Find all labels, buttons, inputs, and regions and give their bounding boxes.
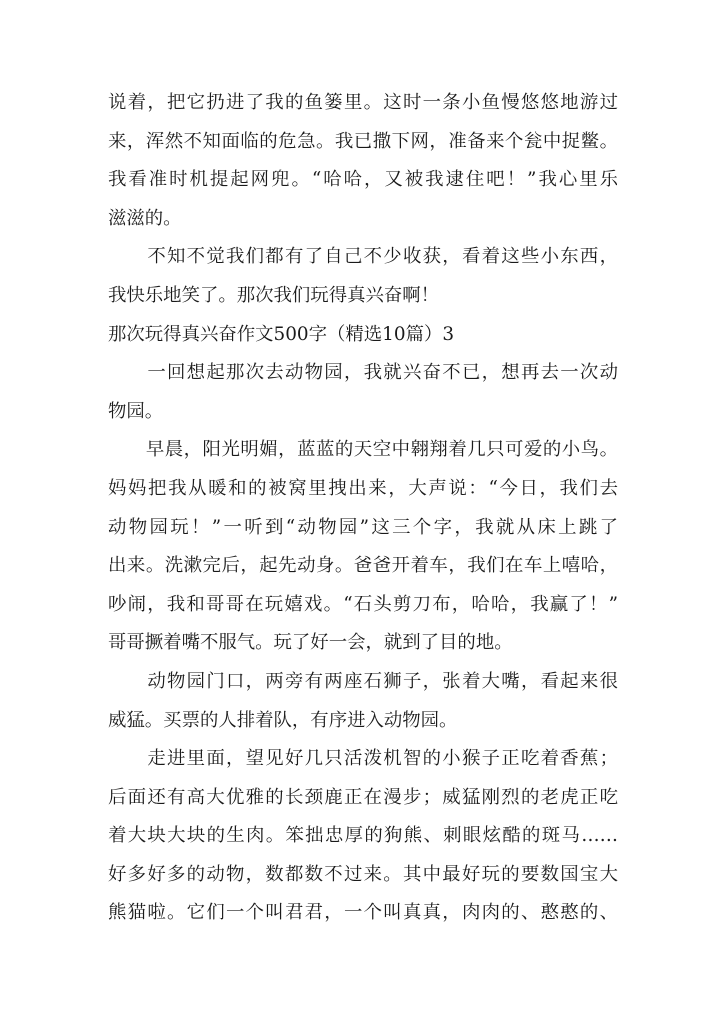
body-line: 妈妈把我从暖和的被窝里拽出来，大声说：“今日，我们去 <box>108 477 618 499</box>
body-line: 说着，把它扔进了我的鱼篓里。这时一条小鱼慢悠悠地游过 <box>108 92 618 113</box>
body-line: 熊猫啦。它们一个叫君君，一个叫真真，肉肉的、憨憨的、 <box>108 902 618 924</box>
body-line: 来，浑然不知面临的危急。我已撒下网，准备来个瓮中捉鳖。 <box>108 130 618 152</box>
body-line: 滋滋的。 <box>108 207 182 229</box>
body-line: 我快乐地笑了。那次我们玩得真兴奋啊！ <box>108 284 440 306</box>
body-line: 威猛。买票的人排着队，有序进入动物园。 <box>108 709 458 731</box>
body-line: 走进里面，望见好几只活泼机智的小猴子正吃着香蕉； <box>108 748 618 770</box>
body-line: 动物园门口，两旁有两座石狮子，张着大嘴，看起来很 <box>108 670 618 692</box>
body-line: 动物园玩！”一听到“动物园”这三个字，我就从床上跳了 <box>108 516 618 538</box>
body-line: 吵闹，我和哥哥在玩嬉戏。“石头剪刀布，哈哈，我赢了！” <box>108 593 618 615</box>
body-line: 早晨，阳光明媚，蓝蓝的天空中翱翔着几只可爱的小鸟。 <box>108 439 618 461</box>
body-line: 出来。洗漱完后，起先动身。爸爸开着车，我们在车上嘻哈， <box>108 555 618 577</box>
body-line: 一回想起那次去动物园，我就兴奋不已，想再去一次动 <box>108 362 618 384</box>
body-line: 后面还有高大优雅的长颈鹿正在漫步；威猛刚烈的老虎正吃 <box>108 786 618 808</box>
body-line: 我看准时机提起网兜。“哈哈，又被我逮住吧！”我心里乐 <box>108 169 618 191</box>
body-line: 不知不觉我们都有了自己不少收获，看着这些小东西， <box>108 246 618 268</box>
body-line: 物园。 <box>108 400 164 422</box>
body-line: 着大块大块的生肉。笨拙忠厚的狗熊、刺眼炫酷的斑马…… <box>108 825 618 847</box>
body-line: 哥哥撅着嘴不服气。玩了好一会，就到了目的地。 <box>108 632 513 654</box>
section-heading: 那次玩得真兴奋作文500字（精选10篇）3 <box>108 323 455 345</box>
body-line: 好多好多的动物，数都数不过来。其中最好玩的要数国宝大 <box>108 863 618 885</box>
document-body <box>108 84 618 933</box>
